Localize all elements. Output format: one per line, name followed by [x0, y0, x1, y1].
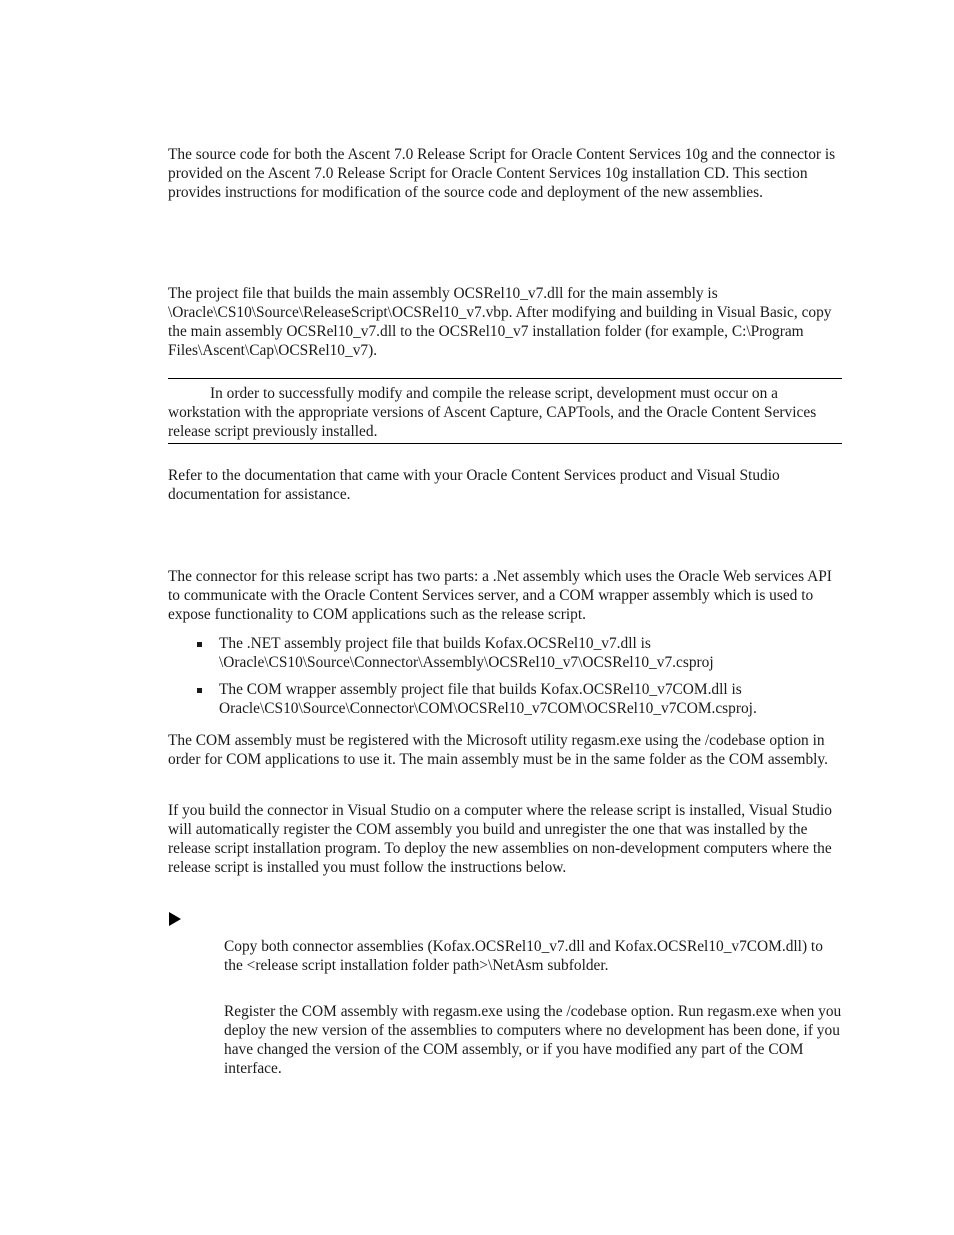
project-file-paragraph: The project file that builds the main assembly OCSRel10_v7.dll for the main assembly is \Oracle\CS10\Source\ReleaseScript\OCSRel10_v7.vbp. After modifying and building in Visual Basic, copy the main assembly OCSRel10_v7.dll to the OCSRel10_v7 installation folder (for example, C:\Program Files\Ascent\Cap\OCSRel10_v7).	[168, 285, 832, 359]
com-register-paragraph: The COM assembly must be registered with the Microsoft utility regasm.exe using the /codebase option in order for COM applications to use it. The main assembly must be in the same folder as the COM assembly.	[168, 732, 828, 768]
procedure-arrow-icon	[169, 912, 181, 926]
note-box	[168, 378, 842, 444]
intro-paragraph: The source code for both the Ascent 7.0 Release Script for Oracle Content Services 10g and the connector is provided on the Ascent 7.0 Release Script for Oracle Content Services 10g installation CD. This section provides instructions for modification of the source code and deployment of the new assemblies.	[168, 146, 836, 201]
refer-paragraph: Refer to the documentation that came with your Oracle Content Services product and Visual Studio documentation for assistance.	[168, 467, 780, 503]
note-text: In order to successfully modify and compile the release script, development must occur on a workstation with the appropriate versions of Ascent Capture, CAPTools, and the Oracle Content Services release script previously installed.	[168, 385, 817, 440]
bullet-square-icon	[197, 642, 202, 647]
bullet-text: The .NET assembly project file that builds Kofax.OCSRel10_v7.dll is \Oracle\CS10\Source\Connector\Assembly\OCSRel10_v7\OCSRel10_v7.csproj	[219, 635, 714, 671]
bullet-text: The COM wrapper assembly project file that builds Kofax.OCSRel10_v7COM.dll is Oracle\CS10\Source\Connector\COM\OCSRel10_v7COM\OCSRel10_v7COM.csproj.	[219, 681, 757, 717]
step-item: Copy both connector assemblies (Kofax.OCSRel10_v7.dll and Kofax.OCSRel10_v7COM.dll) to the <release script installation folder path>\NetAsm subfolder.	[224, 938, 823, 974]
build-info-paragraph: If you build the connector in Visual Studio on a computer where the release script is installed, Visual Studio will automatically register the COM assembly you build and unregister the one that was installed by the release script installation program. To deploy the new assemblies on non-development computers where the release script is installed you must follow the instructions below.	[168, 802, 832, 876]
connector-intro-paragraph: The connector for this release script has two parts: a .Net assembly which uses the Oracle Web services API to communicate with the Oracle Content Services server, and a COM wrapper assembly which is used to expose functionality to COM applications such as the release script.	[168, 568, 832, 623]
step-item: Register the COM assembly with regasm.exe using the /codebase option. Run regasm.exe when you deploy the new version of the assemblies to computers where no development has been done, if you have changed the version of the COM assembly, or if you have modified any part of the COM interface.	[224, 1003, 842, 1077]
bullet-square-icon	[197, 688, 202, 693]
